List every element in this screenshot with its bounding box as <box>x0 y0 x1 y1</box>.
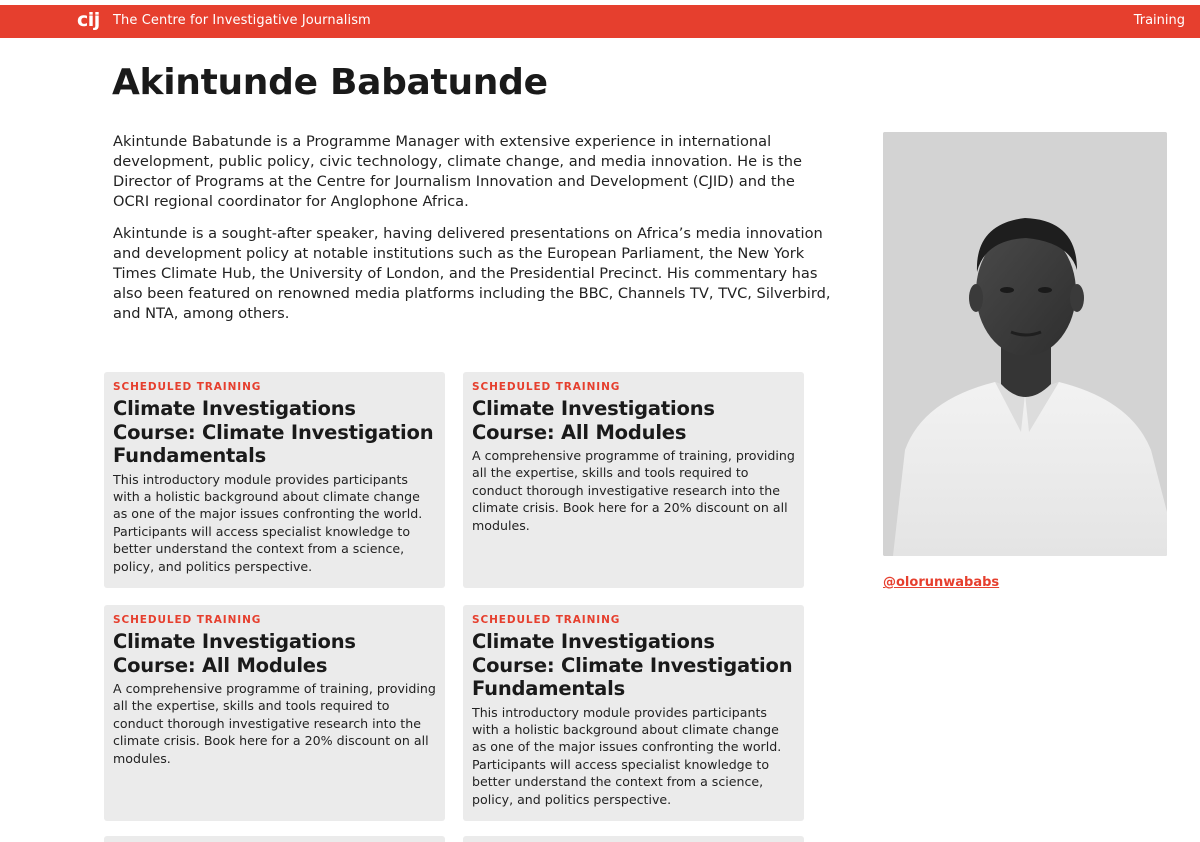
nav-training-link[interactable]: Training <box>1133 13 1185 28</box>
site-name-link[interactable]: The Centre for Investigative Journalism <box>113 13 371 28</box>
card-description: This introductory module provides participants with a holistic background about climate change as one of the major issues confronting the world. Participants will access specialist knowledge to better understand the context from a science, policy, and politics perspective. <box>472 704 782 807</box>
training-card[interactable] <box>463 605 804 821</box>
card-kicker: SCHEDULED TRAINING <box>472 614 621 626</box>
card-title[interactable]: Climate Investigations Course: Climate Investigation Fundamentals <box>113 397 434 467</box>
profile-bio <box>113 132 833 336</box>
twitter-handle-link[interactable]: @olorunwababs <box>883 575 1000 590</box>
portrait-image <box>883 132 1167 556</box>
card-kicker: SCHEDULED TRAINING <box>113 381 262 393</box>
card-title[interactable]: Climate Investigations Course: All Modules <box>113 630 356 677</box>
bio-paragraph: Akintunde Babatunde is a Programme Manager with extensive experience in international development, public policy, civic technology, climate change, and media innovation. He is the Director of Programs at the Centre for Journalism Innovation and Development (CJID) and the OCRI regional coordinator for Anglophone Africa. <box>113 133 803 210</box>
training-card[interactable] <box>463 372 804 588</box>
card-kicker: SCHEDULED TRAINING <box>472 381 621 393</box>
training-card[interactable] <box>104 372 445 588</box>
training-card[interactable] <box>104 605 445 821</box>
site-header <box>0 5 1200 38</box>
cij-logo[interactable]: cij <box>77 9 100 31</box>
training-card-partial[interactable] <box>104 836 445 842</box>
profile-photo <box>883 132 1167 556</box>
page-title: Akintunde Babatunde <box>112 62 548 103</box>
bio-paragraph: Akintunde is a sought-after speaker, having delivered presentations on Africa’s media innovation and development policy at notable institutions such as the European Parliament, the New York Times Climate Hub, the University of London, and the Presidential Precinct. His commentary has also been featured on renowned media platforms including the BBC, Channels TV, TVC, Silverbird, and NTA, among others. <box>113 225 831 322</box>
card-title[interactable]: Climate Investigations Course: All Modules <box>472 397 715 444</box>
card-kicker: SCHEDULED TRAINING <box>113 614 262 626</box>
card-description: A comprehensive programme of training, providing all the expertise, skills and tools required to conduct thorough investigative research into the climate crisis. Book here for a 20% discount on all modules. <box>113 681 436 766</box>
training-card-partial[interactable] <box>463 836 804 842</box>
card-description: This introductory module provides participants with a holistic background about climate change as one of the major issues confronting the world. Participants will access specialist knowledge to better understand the context from a science, policy, and politics perspective. <box>113 471 423 574</box>
card-description: A comprehensive programme of training, providing all the expertise, skills and tools required to conduct thorough investigative research into the climate crisis. Book here for a 20% discount on all modules. <box>472 448 795 533</box>
card-title[interactable]: Climate Investigations Course: Climate Investigation Fundamentals <box>472 630 793 700</box>
